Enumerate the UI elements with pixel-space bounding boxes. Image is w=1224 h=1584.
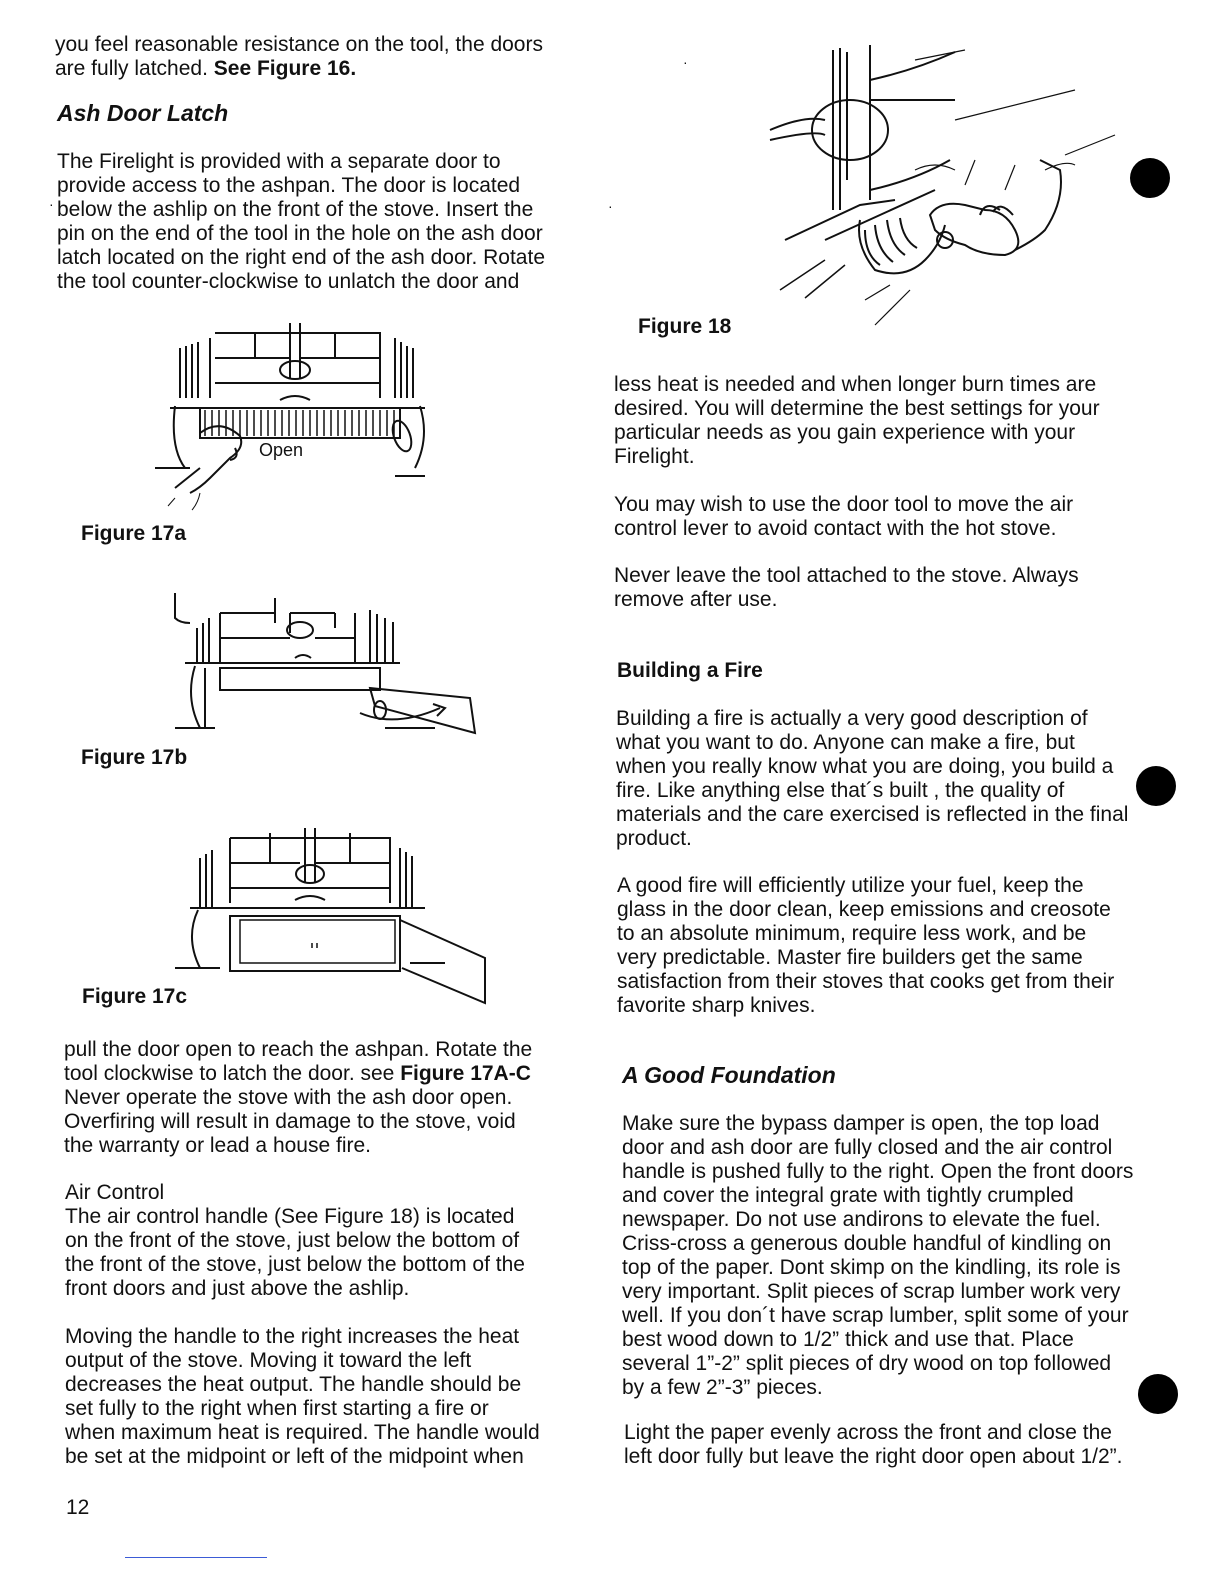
figure-17b-caption: Figure 17b [81, 746, 188, 769]
intro-line: you feel reasonable resistance on the tool, the doors [55, 33, 543, 56]
text-line: front doors and just above the ashlip. [65, 1277, 410, 1300]
text-line: decreases the heat output. The handle should be [65, 1373, 522, 1396]
text-line: pull the door open to reach the ashpan. Rotate the [64, 1038, 533, 1061]
footer-rule [125, 1557, 267, 1558]
text-line: latch located on the right end of the ash door. Rotate [57, 246, 546, 269]
text-line: to an absolute minimum, require less work, and be [617, 922, 1087, 945]
figure-17a-c-reference: Figure 17A-C [400, 1062, 531, 1085]
text-line: Building a fire is actually a very good description of [616, 707, 1088, 730]
figure-16-reference: See Figure 16. [213, 57, 357, 80]
figure-17a-open-label: Open [259, 440, 304, 460]
text-line: You may wish to use the door tool to move the air [614, 493, 1074, 516]
text-line: tool clockwise to latch the door. see Figure 17A-C [64, 1062, 531, 1085]
text-line: by a few 2”-3” pieces. [622, 1376, 823, 1399]
never-leave-paragraph [614, 564, 1079, 612]
text-line: be set at the midpoint or left of the midpoint when [65, 1445, 524, 1468]
text-line: A good fire will efficiently utilize your fuel, keep the [617, 874, 1084, 897]
text-line: Firelight. [614, 445, 695, 468]
building-paragraph [616, 707, 1128, 851]
text-line: very important. Split pieces of scrap lumber work very [622, 1280, 1121, 1303]
text-line: on the front of the stove, just below the bottom of [65, 1229, 520, 1252]
binder-hole-dot [1138, 1374, 1178, 1414]
text-line: Overfiring will result in damage to the stove, void [64, 1110, 516, 1133]
text-line: remove after use. [614, 588, 778, 611]
text-line: below the ashlip on the front of the stove. Insert the [57, 198, 534, 221]
figure-17a-illustration [140, 318, 440, 513]
ash-door-paragraph [57, 150, 545, 294]
figure-18-illustration [765, 40, 1135, 330]
text-line: control lever to avoid contact with the hot stove. [614, 517, 1057, 540]
text-line: pin on the end of the tool in the hole on the ash door [57, 222, 543, 245]
text-line: particular needs as you gain experience with your [614, 421, 1076, 444]
light-paper-paragraph [624, 1421, 1123, 1469]
air-control-heading: Air Control [65, 1181, 165, 1204]
foundation-paragraph [622, 1112, 1133, 1400]
text-line: Light the paper evenly across the front and close the [624, 1421, 1112, 1444]
figure-17b-illustration [165, 588, 485, 738]
figure-18-caption: Figure 18 [638, 315, 732, 338]
text-line: Moving the handle to the right increases the heat [65, 1325, 520, 1348]
scan-mark: · [683, 54, 688, 70]
figure-17a-caption: Figure 17a [81, 522, 187, 545]
text-line: favorite sharp knives. [617, 994, 816, 1017]
figure-17c-caption: Figure 17c [82, 985, 188, 1008]
text-line: best wood down to 1/2” thick and use that. Place [622, 1328, 1074, 1351]
text-line: very predictable. Master fire builders get the same [617, 946, 1083, 969]
text-line: Criss-cross a generous double handful of kindling on [622, 1232, 1112, 1255]
intro-paragraph [55, 33, 543, 81]
text-line: Make sure the bypass damper is open, the top load [622, 1112, 1100, 1135]
text-line: The air control handle (See Figure 18) is located [65, 1205, 515, 1228]
text-line: newspaper. Do not use andirons to elevate the fuel. [622, 1208, 1101, 1231]
text-line: materials and the care exercised is reflected in the final [616, 803, 1129, 826]
intro-line: are fully latched. See Figure 16. [55, 57, 357, 80]
page-number: 12 [66, 1496, 90, 1519]
ash-door-latch-heading: Ash Door Latch [57, 100, 229, 126]
text-line: handle is pushed fully to the right. Open the front doors [622, 1160, 1134, 1183]
text-line: desired. You will determine the best settings for your [614, 397, 1100, 420]
text-line: provide access to the ashpan. The door is located [57, 174, 521, 197]
text-line: Never leave the tool attached to the stove. Always [614, 564, 1079, 587]
text-line: well. If you don´t have scrap lumber, split some of your [622, 1304, 1129, 1327]
moving-handle-paragraph [65, 1325, 540, 1469]
a-good-foundation-heading: A Good Foundation [622, 1062, 836, 1088]
air-control-paragraph [65, 1205, 525, 1301]
text-line: The Firelight is provided with a separate door to [57, 150, 501, 173]
scan-mark: · [608, 198, 613, 214]
text-line: the front of the stove, just below the bottom of the [65, 1253, 525, 1276]
text-line: glass in the door clean, keep emissions and creosote [617, 898, 1111, 921]
figure-17c-illustration [170, 828, 490, 1008]
door-tool-paragraph [614, 493, 1073, 541]
text-line: output of the stove. Moving it toward the left [65, 1349, 472, 1372]
text-line: less heat is needed and when longer burn times are [614, 373, 1097, 396]
text-line: set fully to the right when first starting a fire or [65, 1397, 489, 1420]
scan-mark: · [49, 196, 54, 212]
text-line: fire. Like anything else that´s built , the quality of [616, 779, 1065, 802]
pull-door-paragraph [64, 1038, 532, 1158]
text-line: several 1”-2” split pieces of dry wood on top followed [622, 1352, 1112, 1375]
binder-hole-dot [1136, 766, 1176, 806]
text-line: when maximum heat is required. The handle would [65, 1421, 540, 1444]
text-line: left door fully but leave the right door open about 1/2”. [624, 1445, 1123, 1468]
text-line: and cover the integral grate with tightly crumpled [622, 1184, 1074, 1207]
text-line: Never operate the stove with the ash door open. [64, 1086, 513, 1109]
less-heat-paragraph [614, 373, 1100, 469]
text-line: satisfaction from their stoves that cooks get from their [617, 970, 1115, 993]
binder-hole-dot [1130, 158, 1170, 198]
text-line: top of the paper. Dont skimp on the kindling, its role is [622, 1256, 1121, 1279]
text-line: the warranty or lead a house fire. [64, 1134, 372, 1157]
text-line: what you want to do. Anyone can make a fire, but [616, 731, 1075, 754]
good-fire-paragraph [617, 874, 1114, 1018]
text-line: when you really know what you are doing, you build a [616, 755, 1114, 778]
text-line: the tool counter-clockwise to unlatch the door and [57, 270, 520, 293]
text-line: product. [616, 827, 692, 850]
building-a-fire-heading: Building a Fire [617, 659, 763, 682]
text-line: door and ash door are fully closed and the air control [622, 1136, 1113, 1159]
